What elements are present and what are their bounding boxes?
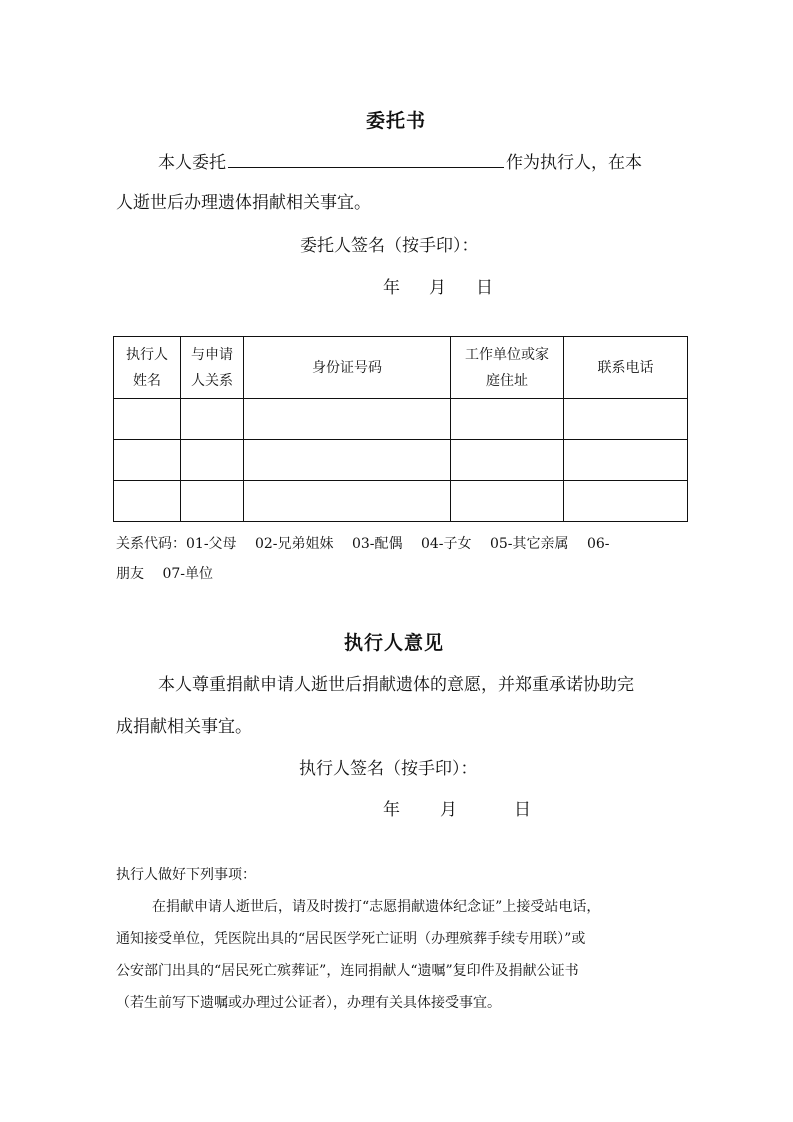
mandate-line-1-after: 作为执行人，在本 [506, 153, 642, 173]
mandate-date-year: 年 [383, 278, 400, 298]
mandate-date-month: 月 [429, 278, 446, 298]
mandate-line-1 [158, 148, 642, 173]
table-row [114, 440, 688, 481]
cell-id-number[interactable] [244, 399, 451, 440]
mandate-date-day: 日 [476, 278, 493, 298]
header-id-number: 身份证号码 [244, 337, 451, 399]
entrusted-name-blank[interactable] [228, 149, 504, 168]
opinion-date-month: 月 [440, 800, 457, 820]
cell-address[interactable] [451, 399, 564, 440]
notes-line-3: 公安部门出具的“居民死亡殡葬证”，连同捐献人“遗嘱”复印件及捐献公证书 [116, 963, 579, 979]
opinion-date-year: 年 [383, 800, 400, 820]
executor-table [113, 336, 688, 522]
cell-address[interactable] [451, 440, 564, 481]
cell-phone[interactable] [564, 481, 688, 522]
mandator-signature-label: 委托人签名（按手印）： [300, 236, 479, 256]
header-relation: 与申请 人关系 [181, 337, 244, 399]
cell-relation[interactable] [181, 399, 244, 440]
opinion-title: 执行人意见 [344, 632, 445, 654]
table-header-row [114, 337, 688, 399]
mandate-line-1-before: 本人委托 [158, 153, 226, 173]
cell-phone[interactable] [564, 399, 688, 440]
cell-id-number[interactable] [244, 440, 451, 481]
mandate-line-2: 人逝世后办理遗体捐献相关事宜。 [116, 193, 371, 213]
cell-phone[interactable] [564, 440, 688, 481]
opinion-date-day: 日 [514, 800, 531, 820]
table-row [114, 481, 688, 522]
cell-address[interactable] [451, 481, 564, 522]
mandate-title: 委托书 [366, 110, 427, 132]
executor-signature-label: 执行人签名（按手印）： [299, 759, 478, 779]
header-address: 工作单位或家 庭住址 [451, 337, 564, 399]
relation-codes-line-1: 关系代码：01-父母 02-兄弟姐妹 03-配偶 04-子女 05-其它亲属 06- [116, 536, 610, 552]
opinion-line-2: 成捐献相关事宜。 [116, 717, 252, 737]
table-row [114, 399, 688, 440]
cell-relation[interactable] [181, 481, 244, 522]
notes-line-1: 在捐献申请人逝世后，请及时拨打“志愿捐献遗体纪念证”上接受站电话， [152, 899, 601, 915]
cell-executor-name[interactable] [114, 399, 181, 440]
cell-executor-name[interactable] [114, 440, 181, 481]
opinion-line-1: 本人尊重捐献申请人逝世后捐献遗体的意愿，并郑重承诺协助完 [158, 675, 634, 695]
relation-codes-line-2: 朋友 07-单位 [116, 566, 213, 582]
cell-id-number[interactable] [244, 481, 451, 522]
notes-heading: 执行人做好下列事项： [116, 867, 256, 883]
notes-line-2: 通知接受单位，凭医院出具的“居民医学死亡证明（办理殡葬手续专用联）”或 [116, 931, 586, 947]
header-executor-name: 执行人 姓名 [114, 337, 181, 399]
cell-executor-name[interactable] [114, 481, 181, 522]
cell-relation[interactable] [181, 440, 244, 481]
header-phone: 联系电话 [564, 337, 688, 399]
notes-line-4: （若生前写下遗嘱或办理过公证者），办理有关具体接受事宜。 [116, 995, 501, 1011]
